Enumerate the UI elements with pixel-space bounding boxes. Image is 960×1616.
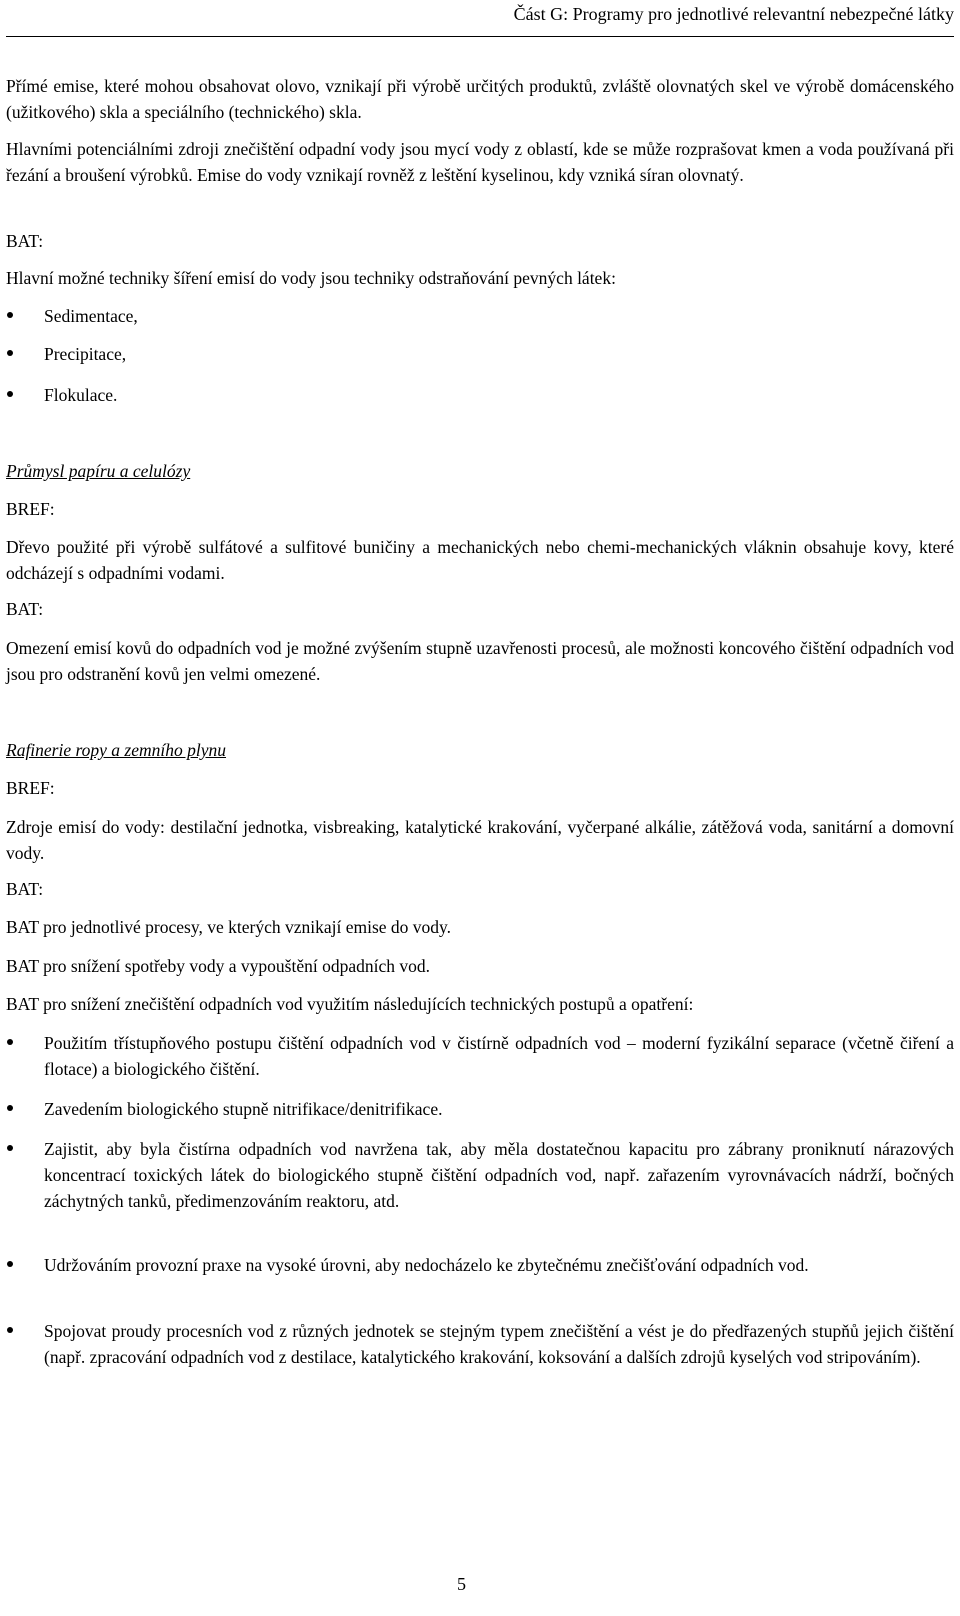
bullet-dot-icon [7, 1105, 13, 1111]
list-item: Sedimentace, [44, 306, 138, 326]
bullet-dot-icon [7, 350, 13, 356]
glass-paragraph-1: Přímé emise, které mohou obsahovat olovo, vznikají při výrobě určitých produktů, zvláště olovnatých skel ve výrobě domácenského (užitkového) skla a speciálního (technického) skla. [6, 76, 954, 122]
list-item: Udržováním provozní praxe na vysoké úrovni, aby nedocházelo ke zbytečnému znečišťování odpadních vod. [44, 1255, 809, 1275]
page-number: 5 [457, 1574, 466, 1594]
paper-paragraph-1: Dřevo použité při výrobě sulfátové a sulfitové buničiny a mechanických nebo chemi-mechanických vláknin obsahuje kovy, které odcházejí s odpadními vodami. [6, 537, 954, 583]
refinery-paragraph-3: BAT pro snížení spotřeby vody a vypouštění odpadních vod. [6, 956, 430, 976]
list-item: Zajistit, aby byla čistírna odpadních vod navržena tak, aby měla dostatečnou kapacitu pro zábrany proniknutí nárazových koncentrací toxických látek do biologického stupně čištění odpadních vod, např. zařazením vyrovnávacích nádrží, bočných záchytných tanků, předimenzováním reaktoru, atd. [44, 1139, 954, 1211]
bullet-dot-icon [7, 312, 13, 318]
refinery-paragraph-1: Zdroje emisí do vody: destilační jednotka, visbreaking, katalytické krakování, vyčerpané alkálie, zátěžová voda, sanitární a domovní vody. [6, 817, 954, 863]
bullet-dot-icon [7, 391, 13, 397]
bullet-dot-icon [7, 1327, 13, 1333]
glass-paragraph-3: Hlavní možné techniky šíření emisí do vody jsou techniky odstraňování pevných látek: [6, 268, 616, 288]
paper-bref-label: BREF: [6, 499, 55, 519]
paper-bat-label: BAT: [6, 599, 44, 619]
header-rule [6, 36, 954, 37]
paper-section-heading: Průmysl papíru a celulózy [6, 461, 191, 481]
list-item: Precipitace, [44, 344, 127, 364]
list-item: Použitím třístupňového postupu čištění odpadních vod v čistírně odpadních vod – moderní fyzikální separace (včetně čiření a flotace) a biologického čištění. [44, 1033, 954, 1079]
list-item: Spojovat proudy procesních vod z různých jednotek se stejným typem znečištění a vést je do předřazených stupňů jejich čištění (např. zpracování odpadních vod z destilace, katalytického krakování, koksování a dalších zdrojů kyselých vod stripováním). [44, 1321, 954, 1367]
glass-bat-label: BAT: [6, 231, 44, 251]
glass-paragraph-2: Hlavními potenciálními zdroji znečištění odpadní vody jsou mycí vody z oblastí, kde se může rozprašovat kmen a voda používaná při řezání a broušení výrobků. Emise do vody vznikají rovněž z leštění kyselinou, kdy vzniká síran olovnatý. [6, 139, 954, 185]
paper-paragraph-2: Omezení emisí kovů do odpadních vod je možné zvýšením stupně uzavřenosti procesů, ale možnosti koncového čištění odpadních vod jsou pro odstranění kovů jen velmi omezené. [6, 638, 954, 684]
refinery-paragraph-2: BAT pro jednotlivé procesy, ve kterých vznikají emise do vody. [6, 917, 452, 937]
header-title: Část G: Programy pro jednotlivé relevantní nebezpečné látky [513, 4, 954, 24]
refinery-bref-label: BREF: [6, 778, 55, 798]
bullet-dot-icon [7, 1039, 13, 1045]
refinery-paragraph-4: BAT pro snížení znečištění odpadních vod využitím následujících technických postupů a opatření: [6, 994, 694, 1014]
bullet-dot-icon [7, 1145, 13, 1151]
list-item: Flokulace. [44, 385, 118, 405]
page-header [0, 0, 960, 40]
refinery-bat-label: BAT: [6, 879, 44, 899]
bullet-dot-icon [7, 1261, 13, 1267]
list-item: Zavedením biologického stupně nitrifikace/denitrifikace. [44, 1099, 443, 1119]
refinery-section-heading: Rafinerie ropy a zemního plynu [6, 740, 227, 760]
